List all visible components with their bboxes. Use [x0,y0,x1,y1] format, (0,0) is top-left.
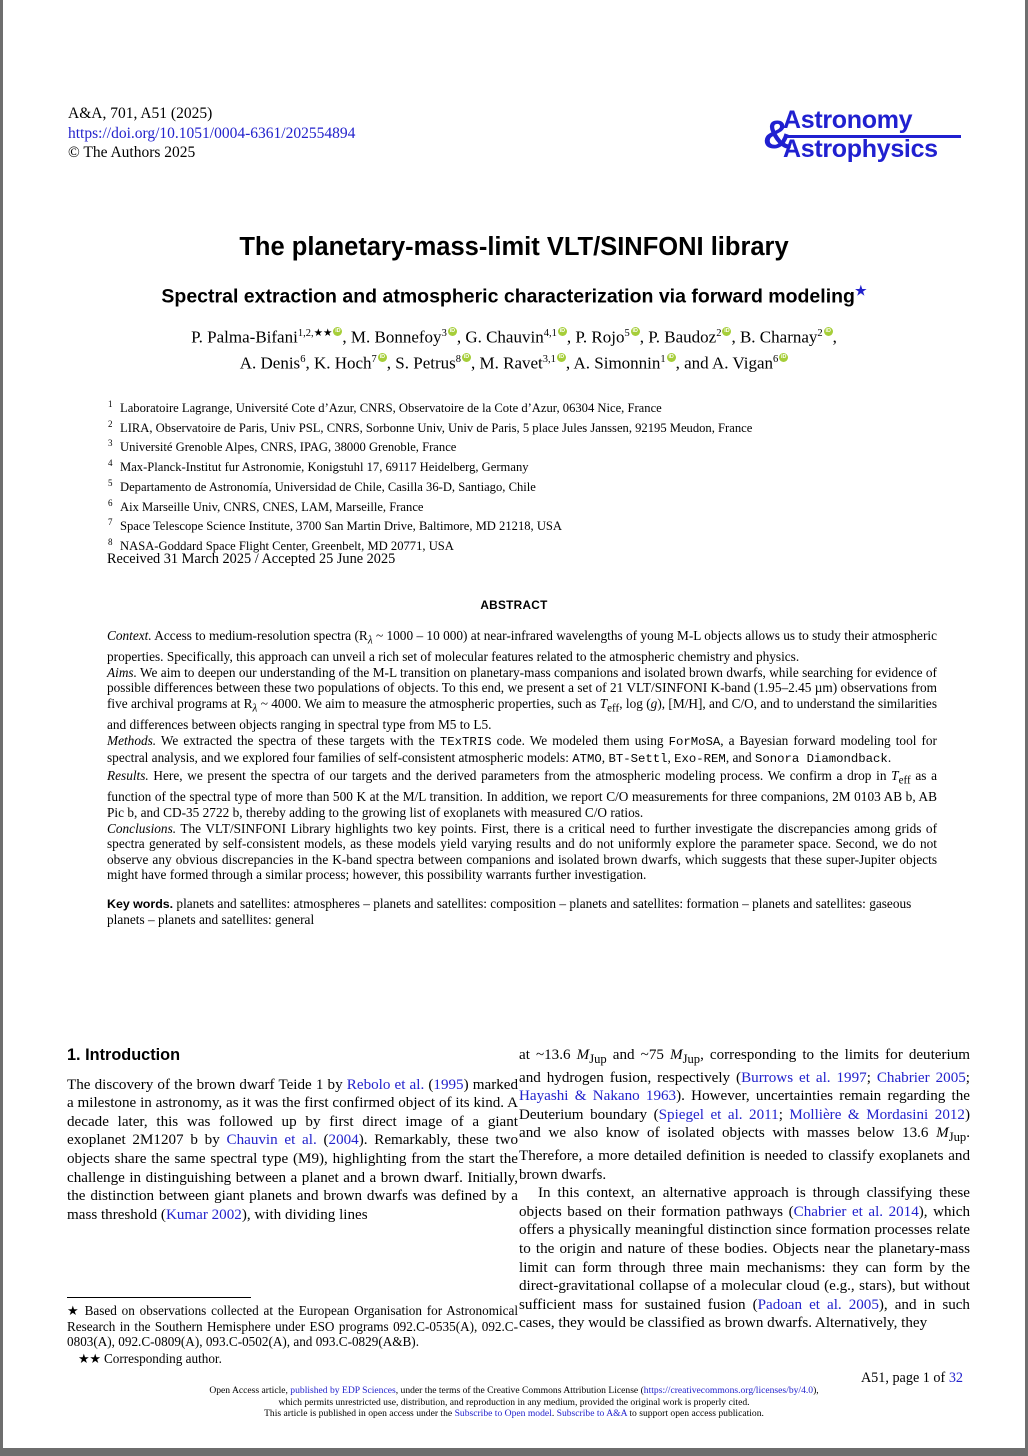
author-name: P. Palma-Bifani [191,327,298,347]
affiliation-text: Aix Marseille Univ, CNRS, CNES, LAM, Marseille, France [120,499,424,514]
affiliation-number: 1 [108,399,113,409]
paper-sheet [3,0,1025,1448]
affiliation-number: 5 [108,477,113,488]
page-subtitle [63,283,965,309]
citation-rebolo-year[interactable]: 1995 [433,1076,464,1093]
abstract-conclusions: Conclusions. The VLT/SINFONI Library highlights two key points. First, there is a critical need to further investigate the discrepancies among grids of spectra generated by self-consistent models, as these models yield varying results and do not uniformly explore the parameter space. Second, we do not observe any obvious discrepancies in the K-band spectra between companions and isolated brown dwarfs, which suggests that these super-Jupiter objects might have formed through a similar process; however, this possibility warrants further investigation. [107,820,937,883]
affiliation-item [108,515,955,535]
affiliation-item [108,436,955,456]
author-name: G. Chauvin [465,327,544,347]
column-left [67,1046,518,1224]
logo-line-astronomy: Astronomy [783,106,913,134]
subtitle-text: Spectral extraction and atmospheric characterization via forward modeling [161,285,855,308]
orcid-icon[interactable] [448,327,457,336]
affiliation-text: NASA-Goddard Space Flight Center, Greenbelt, MD 20771, USA [120,539,454,554]
affiliation-item [108,417,955,437]
author-line-2: A. Denis$^6$, K. Hoch$^7$ iD , S. Petrus$^8$ iD , M. Ravet$^{3,1}$ iD , A. Simonnin$^1$ iD , and A. Vigan$^6$iD [73,349,955,375]
keywords: Key words. planets and satellites: atmospheres – planets and satellites: composition – planets and satellites: formation – planets and satellites: gaseous planets – planets and satellites: general [107,895,912,928]
affiliation-text: Laboratoire Lagrange, Université Cote d’Azur, CNRS, Observatoire de la Cote d’Azur, 06304 Nice, France [120,401,662,416]
orcid-icon[interactable] [824,327,833,336]
footnote-area [67,1297,518,1366]
notice-line-2: which permits unrestricted use, distribution, and reproduction in any medium, provided the original work is properly cited. [278,1396,750,1408]
author-affiliation-marker: 1 [660,354,666,366]
logo-ampersand-icon: & [763,113,792,157]
author-affiliation-marker: 3,1 [542,354,556,366]
orcid-icon[interactable] [557,353,566,362]
orcid-icon[interactable] [722,327,731,336]
journal-logo [763,107,963,171]
journal-reference: A&A, 701, A51 (2025) [68,105,213,122]
page-footer: A51, page 1 of 32 [860,1370,963,1386]
author-affiliation-marker: 3 [441,328,447,339]
logo-line-astrophysics: Astrophysics [783,135,938,163]
intro-paragraph-2: at ~13.6 $M_{Jup}$ and ~75 $M_{Jup}$, corresponding to the limits for deuterium and hydrogen fusion, respectively (Burrows et al. 1997; Chabrier 2005; Hayashi & Nakano 1963). However, uncertainties remain regarding the Deuterium boundary (Spiegel et al. 2011; Mollière & Mordasini 2012) and we also know of isolated objects with masses below 13.6 $M_{Jup}$. Therefore, a more detailed definition is needed to classify exoplanets and brown dwarfs. [519,1047,971,1183]
cc-license-link[interactable]: https://creativecommons.org/licenses/by/4.0 [643,1385,814,1396]
orcid-icon[interactable] [631,327,640,336]
intro-paragraph-1: The discovery of the brown dwarf Teide 1 by Rebolo et al. (1995) marked a milestone in astronomy, as it was the first confirmed object of its kind. A decade later, this was followed up by first direct image of a giant exoplanet 2M1207 b by Chauvin et al. (2004). Remarkably, these two objects share the same spectral type (M9), highlighting from the start the challenge in distinguishing between a planet and a brown dwarf. Initially, the distinction between giant planets and brown dwarfs was defined by a mass threshold (Kumar 2002), with dividing lines [67,1076,519,1223]
author-name: P. Rojo [575,327,625,347]
affiliation-item [108,456,955,476]
author-affiliation-marker: 6 [773,354,779,366]
notice-line-1: Open Access article, published by EDP Sciences, under the terms of the Creative Commons Attribution License (https://creativecommons.org/licenses/by/4.0), [209,1385,819,1396]
abstract-heading: ABSTRACT [480,598,548,612]
citation-chauvin-year[interactable]: 2004 [328,1132,359,1149]
citation-chabrier-2014[interactable]: Chabrier et al. 2014 [793,1203,919,1220]
author-affiliation-marker: 2 [817,328,823,339]
subscribe-aa-link[interactable]: Subscribe to A&A [556,1408,627,1420]
citation-rebolo[interactable]: Rebolo et al. [346,1076,425,1093]
author-affiliation-marker: 4,1 [543,328,557,339]
affiliation-text: Space Telescope Science Institute, 3700 San Martin Drive, Baltimore, MD 21218, USA [120,519,563,534]
open-access-notice [93,1385,935,1420]
masthead [68,104,355,163]
author-line-1: P. Palma-Bifani$^{1,2,★★}$ iD , M. Bonnefoy$^3$ iD , G. Chauvin$^{4,1}$ iD , P. Rojo$^5$ iD , P. Baudoz$^2$ iD , B. Charnay$^2$ iD , [73,323,955,349]
citation-chauvin[interactable]: Chauvin et al. [226,1132,317,1149]
author-list [73,323,955,375]
abstract-aims: Aims. We aim to deepen our understanding of the M-L transition on planetary-mass companions and isolated brown dwarfs, while searching for evidence of possible differences between these two populations of objects. To this end, we present a set of 21 VLT/SINFONI K-band (1.95–2.45 µm) observations from five archival programs at $R_\lambda$ ~ 4000. We aim to measure the atmospheric properties, such as $T_{eff}$, log (g), [M/H], and C/O, and to understand the similarities and differences between objects ranging in spectral type from M5 to L5. [107,664,937,733]
author-name: A. Denis [239,353,301,373]
author-name: M. Ravet [479,353,543,373]
orcid-icon[interactable] [558,327,567,336]
affiliation-number: 7 [108,517,113,528]
affiliation-item [108,476,955,496]
author-affiliation-marker: 1,2,★★ [297,328,333,339]
page-total: 32 [948,1370,963,1386]
affiliation-item [108,496,955,516]
author-affiliation-marker: 7 [371,354,377,366]
subtitle-footnote-marker: ★ [854,283,867,298]
citation-burrows[interactable]: Burrows et al. 1997 [741,1069,867,1086]
s2o-model-link[interactable]: Subscribe to Open model [454,1408,552,1420]
notice-line-3: This article is published in open access under the Subscribe to Open model. Subscribe to A&A to support open access publication. [264,1408,764,1420]
orcid-icon[interactable] [667,353,676,362]
orcid-icon[interactable] [378,353,387,362]
abstract-context: Context. Access to medium-resolution spectra ($R_\lambda$ ~ 1000 – 10 000) at near-infrared wavelengths of young M-L objects allows us to study their atmospheric properties. Specifically, this approach can unveil a rich set of molecular features related to the atmospheric chemistry and physics. [107,628,937,665]
affiliation-number: 6 [108,497,113,508]
author-affiliation-marker: 8 [455,354,462,366]
author-name: B. Charnay [739,327,818,347]
doi-link[interactable]: https://doi.org/10.1051/0004-6361/202554894 [68,124,356,142]
affiliation-text: Max-Planck-Institut fur Astronomie, Konigstuhl 17, 69117 Heidelberg, Germany [120,460,529,475]
author-name: P. Baudoz [648,327,717,347]
affiliation-text: Université Grenoble Alpes, CNRS, IPAG, 38000 Grenoble, France [120,440,457,455]
affiliation-text: Departamento de Astronomía, Universidad de Chile, Casilla 36-D, Santiago, Chile [120,480,536,495]
author-name: M. Bonnefoy [350,327,442,347]
citation-molliere[interactable]: Mollière & Mordasini 2012 [789,1106,965,1123]
author-name: K. Hoch [313,353,372,373]
author-name: A. Simonnin [573,353,661,373]
footnote-observations: ★ Based on observations collected at the European Organisation for Astronomical Research in the Southern Hemisphere under ESO programs 092.C-0535(A), 092.C-0803(A), 092.C-0809(A), 093.C-0502(A), and 093.C-0829(A&B). [67,1303,518,1350]
affiliation-item [108,397,955,417]
column-right [519,1046,970,1333]
affiliation-list [108,397,955,555]
citation-kumar[interactable]: Kumar 2002 [165,1206,242,1223]
orcid-icon[interactable] [779,353,788,362]
citation-padoan[interactable]: Padoan et al. 2005 [757,1296,879,1313]
affiliation-number: 4 [108,458,113,469]
author-name: S. Petrus [395,353,456,373]
author-affiliation-marker: 5 [624,328,630,339]
citation-spiegel[interactable]: Spiegel et al. 2011 [658,1106,779,1123]
author-affiliation-marker: 6 [300,354,306,366]
orcid-icon[interactable] [333,327,342,336]
section-heading-introduction: 1. Introduction [67,1046,181,1064]
intro-paragraph-3: In this context, an alternative approach is through classifying these objects based on their formation pathways (Chabrier et al. 2014), which offers a physically meaningful distinction since formation processes relate to the origin and nature of these bodies. Objects near the planetary-mass limit can form through three main mechanisms: they can form by the direct-gravitational collapse of a molecular cloud (e.g., stars), but without sufficient mass for sustained fusion (Padoan et al. 2005), and in such cases, they would be classified as brown dwarfs. Alternatively, they [519,1185,970,1332]
copyright-line: © The Authors 2025 [68,144,196,161]
citation-chabrier-2005[interactable]: Chabrier 2005 [876,1069,966,1086]
orcid-icon[interactable] [462,353,471,362]
affiliation-number: 3 [108,438,113,449]
affiliation-number: 8 [108,537,113,548]
author-affiliation-marker: 2 [716,328,722,339]
affiliation-number: 2 [108,418,113,429]
footnote-rule [67,1297,251,1298]
citation-hayashi-nakano[interactable]: Hayashi & Nakano 1963 [519,1088,677,1105]
abstract-methods: Methods. We extracted the spectra of these targets with the TExTRIS code. We modeled them using ForMoSA, a Bayesian forward modeling tool for spectral analysis, and we explored four families of self-consistent atmospheric models: ATMO, BT-Settl, Exo-REM, and Sonora Diamondback. [107,732,937,767]
abstract-results: Results. Here, we present the spectra of our targets and the derived parameters from the atmospheric modeling process. We confirm a drop in $T_{eff}$ as a function of the spectral type of more than 500 K at the M/L transition. In addition, we report C/O measurements for three companions, 2M 0103 AB b, AB Pic b, and CD-35 2722 b, thereby adding to the growing list of exoplanets with measured C/O ratios. [107,768,937,820]
edp-sciences-link[interactable]: published by EDP Sciences [290,1385,396,1396]
abstract-body [107,628,937,928]
received-accepted-dates: Received 31 March 2025 / Accepted 25 June 2025 [107,551,396,567]
affiliation-text: LIRA, Observatoire de Paris, Univ PSL, CNRS, Sorbonne Univ, Univ de Paris, 5 place Jules Janssen, 92195 Meudon, France [120,420,753,435]
page-title: The planetary-mass-limit VLT/SINFONI library [239,233,789,261]
footnote-corresponding-author: ★★ Corresponding author. [78,1350,222,1366]
author-name: A. Vigan [712,353,773,373]
